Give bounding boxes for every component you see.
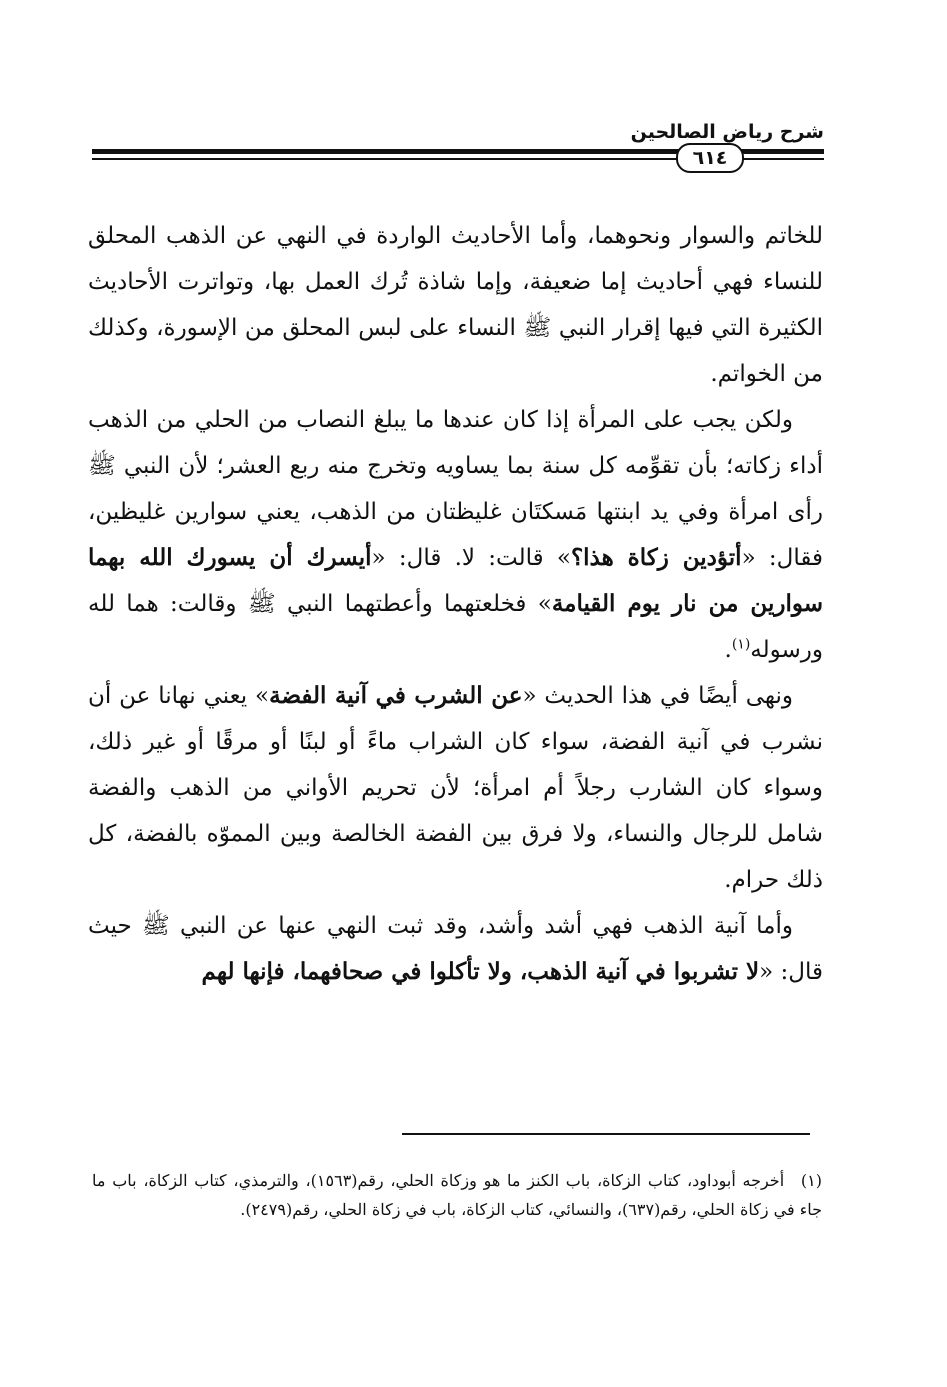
hadith-quote: أتؤدين زكاة هذا؟: [570, 544, 742, 571]
text-run: .: [724, 637, 732, 663]
body-paragraph: [88, 397, 823, 673]
body-text: [88, 213, 823, 995]
hadith-quote: لا تشربوا في آنية الذهب، ولا تأكلوا في صحافهما، فإنها لهم: [201, 958, 760, 985]
footnote-text: أخرجه أبوداود، كتاب الزكاة، باب الكنز ما هو وزكاة الحلي، رقم(١٥٦٣)، والترمذي، كتاب الزكاة، باب ما جاء في زكاة الحلي، رقم(٦٣٧)، والنسائي، كتاب الزكاة، باب في زكاة الحلي، رقم(٢٤٧٩).: [92, 1171, 822, 1219]
text-run: للخاتم والسوار ونحوهما، وأما الأحاديث الواردة في النهي عن الذهب المحلق للنساء فهي أحاديث إما ضعيفة، وإما شاذة تُرك العمل بها، وتواترت الأحاديث الكثيرة التي فيها إقرار النبي ﷺ النساء على لبس المحلق من الإسورة، وكذلك من الخواتم.: [88, 223, 823, 387]
footnote: [92, 1166, 822, 1224]
text-run: » يعني نهانا عن أن نشرب في آنية الفضة، سواء كان الشراب ماءً أو لبنًا أو مرقًا أو غير ذلك، وسواء كان الشارب رجلاً أم امرأة؛ لأن تحريم الأواني من الذهب والفضة شامل للرجال والنساء، ولا فرق بين الفضة الخالصة وبين المموّه بالفضة، كل ذلك حرام.: [88, 683, 823, 893]
hadith-quote: أيسرك أن يسورك الله بهما سوارين من نار يوم القيامة: [88, 544, 823, 617]
body-paragraph: [88, 903, 823, 995]
footnote-reference: (١): [731, 636, 751, 653]
hadith-quote: عن الشرب في آنية الفضة: [269, 682, 523, 709]
text-run: وأما آنية الذهب فهي أشد وأشد، وقد ثبت النهي عنها عن النبي ﷺ حيث قال: «: [88, 913, 823, 985]
page-number: ٦١٤: [676, 143, 744, 173]
body-paragraph: [88, 673, 823, 903]
body-paragraph: [88, 213, 823, 397]
footnote-marker: (١): [800, 1171, 822, 1190]
text-run: » فخلعتهما وأعطتهما النبي ﷺ وقالت: هما لله ورسوله: [88, 591, 823, 663]
footnote-separator: [402, 1133, 810, 1135]
text-run: ولكن يجب على المرأة إذا كان عندها ما يبلغ النصاب من الحلي من الذهب أداء زكاته؛ بأن تقوِّمه كل سنة بما يساويه وتخرج منه ربع العشر؛ لأن النبي ﷺ رأى امرأة وفي يد ابنتها مَسكتَان غليظتان من الذهب، يعني سوارين غليظين، فقال: «: [88, 407, 823, 571]
text-run: ونهى أيضًا في هذا الحديث «: [522, 683, 793, 709]
page-header: [92, 118, 824, 188]
text-run: » قالت: لا. قال: «: [371, 545, 571, 571]
book-title: شرح رياض الصالحين: [630, 121, 824, 143]
